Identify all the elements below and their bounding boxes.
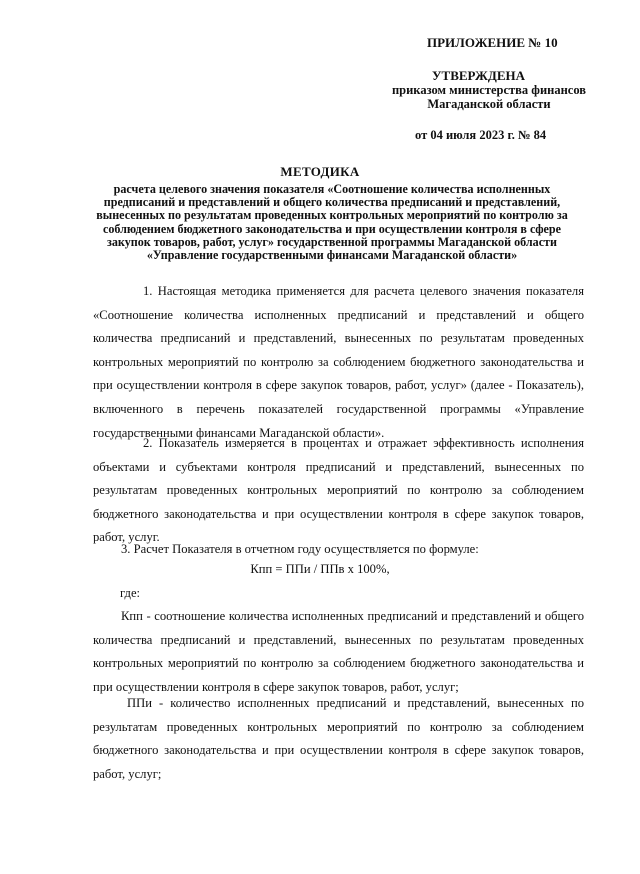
approved-by xyxy=(374,83,604,111)
paragraph-2: 2. Показатель измеряется в процентах и отражает эффективность исполнения объектами и субъектами контроля предписаний и представлений, вынесенных по результатам проведенных контрольных мероприятий по контролю за соблюдением бюджетного законодательства и при осуществлении контроля в сфере закупок товаров, работ, услуг. xyxy=(93,436,584,545)
paragraph-1: 1. Настоящая методика применяется для расчета целевого значения показателя «Соотношение количества исполненных предписаний и представлений и общего количества предписаний и представлений, вынесенных по результатам проведенных контрольных мероприятий по контролю за соблюдением бюджетного законодательства и при осуществлении контроля в сфере закупок товаров, работ, услуг» (далее - Показатель), включенного в перечень показателей государственной программы «Управление государственными финансами Магаданской области». xyxy=(93,284,584,440)
appendix-number: ПРИЛОЖЕНИЕ № 10 xyxy=(427,35,558,50)
definition-kpp: Кпп - соотношение количества исполненных предписаний и представлений и общего количества предписаний и представлений, вынесенных по результатам проведенных контрольных мероприятий по контролю за соблюдением бюджетного законодательства и при осуществлении контроля в сфере закупок товаров, работ, услуг; xyxy=(93,609,584,694)
order-date: от 04 июля 2023 г. № 84 xyxy=(415,128,547,142)
paragraph-3: 3. Расчет Показателя в отчетном году осуществляется по формуле: xyxy=(121,542,479,556)
approved-by-line-2: Магаданской области xyxy=(427,97,551,111)
definition-ppi: ППи - количество исполненных предписаний и представлений, вынесенных по результатам проведенных контрольных мероприятий по контролю за соблюдением бюджетного законодательства и при осуществлении контроля в сфере закупок товаров, работ, услуг; xyxy=(93,696,584,781)
document-subtitle: расчета целевого значения показателя «Соотношение количества исполненных предписаний и представлений и общего количества предписаний и представлений, вынесенных по результатам проведенных контрольных мероприятий по контролю за соблюдением бюджетного законодательства и при осуществлении контроля в сфере закупок товаров, работ, услуг» государственной программы Магаданской области «Управление государственными финансами Магаданской области» xyxy=(96,182,568,263)
approved-label: УТВЕРЖДЕНА xyxy=(432,68,526,83)
where-label: где: xyxy=(120,586,141,600)
document-title: МЕТОДИКА xyxy=(280,164,360,179)
formula: Кпп = ППи / ППв x 100%, xyxy=(250,562,390,576)
approved-by-line-1: приказом министерства финансов xyxy=(391,83,587,97)
